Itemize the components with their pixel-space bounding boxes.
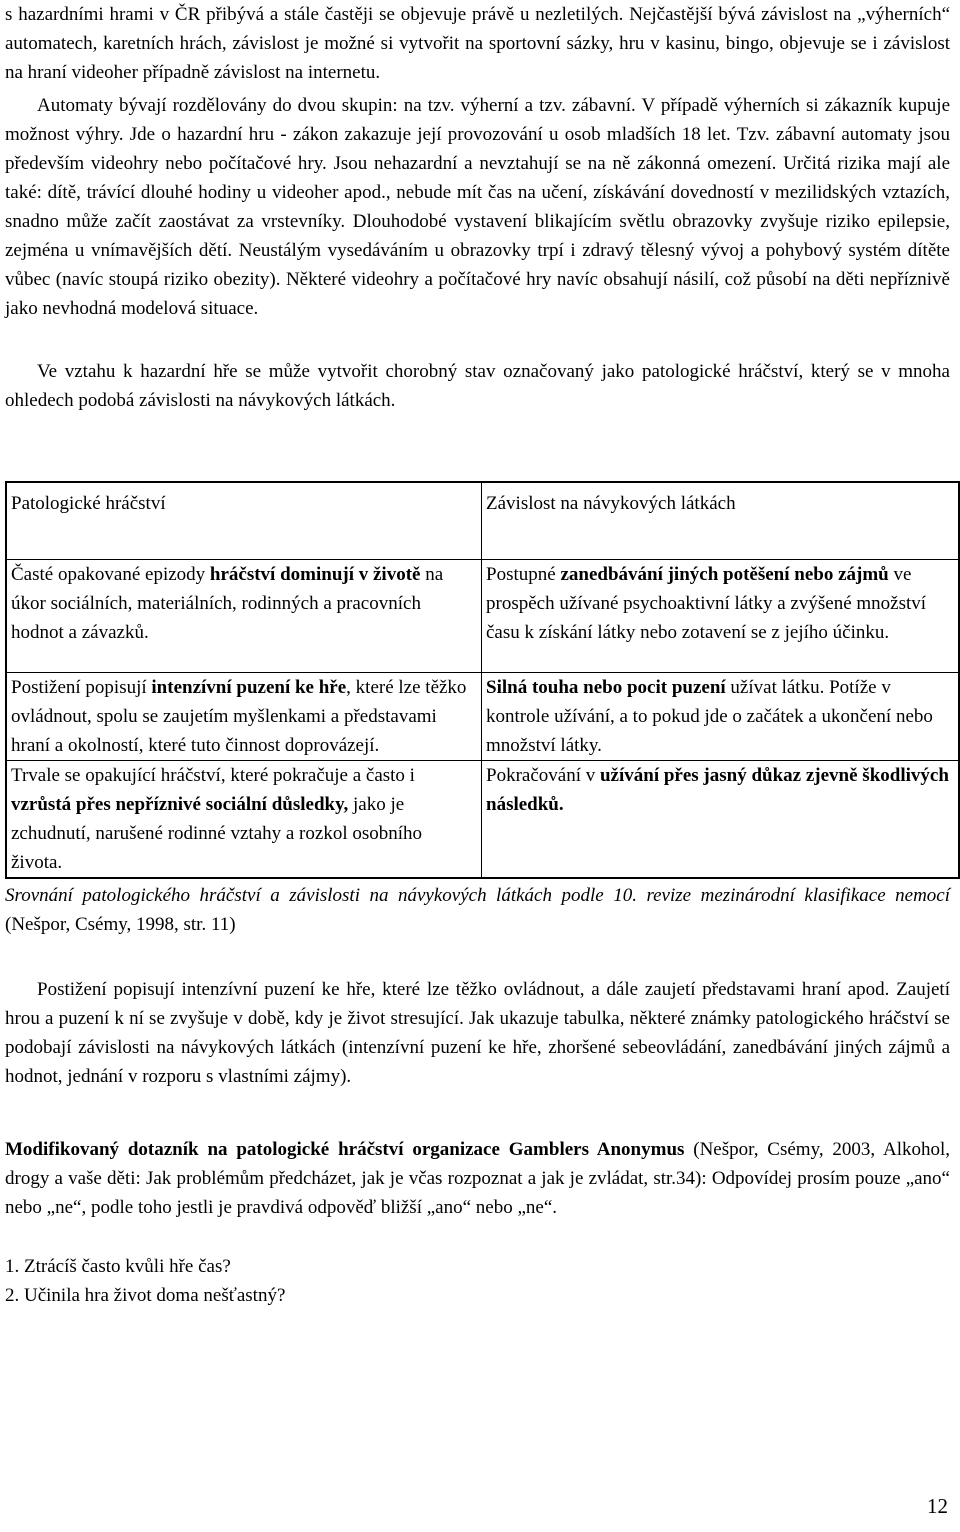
- table-cell-r2-left: [6, 673, 482, 761]
- cell-text: jako je zchudnutí, narušené rodinné vztahy a rozkol osobního života.: [11, 794, 423, 873]
- cell-text-bold: Silná touha nebo pocit puzení: [486, 677, 726, 698]
- table-cell-r3-left: [6, 761, 482, 879]
- cell-text: Pokračování v: [486, 765, 600, 786]
- paragraph-automaty: Automaty bývají rozdělovány do dvou skupin: na tzv. výherní a tzv. zábavní. V případě výherních si zákazník kupuje možnost výhry. Jde o hazardní hru - zákon zakazuje její provozování u osob mladších 18 let. Tzv. zábavní automaty jsou především videohry nebo počítačové hry. Jsou nehazardní a nevztahují se na ně zákonná omezení. Určitá rizika mají ale také: dítě, trávící dlouhé hodiny u videoher apod., nebude mít čas na učení, získávání dovedností v mezilidských vztazích, snadno může začít zaostávat za vrstevníky. Dlouhodobé vystavení blikajícím světlu obrazovky zvyšuje riziko epilepsie, zejména u vnímavějších dětí. Neustálým vysedáváním u obrazovky trpí i zdravý tělesný vývoj a pohybový systém dítěte vůbec (navíc stoupá riziko obezity). Některé videohry a počítačové hry navíc obsahují násilí, což působí na děti nepříznivě jako nevhodná modelová situace.: [5, 95, 950, 319]
- question-item: 2. Učinila hra život doma nešťastný?: [5, 1285, 286, 1306]
- paragraph-postizeni: Postižení popisují intenzívní puzení ke hře, které lze těžko ovládnout, a dále zaujetí představami hraní apod. Zaujetí hrou a puzení k ní se zvyšuje v době, kdy je život stresující. Jak ukazuje tabulka, některé známky patologického hráčství se podobají závislosti na návykových látkách (intenzívní puzení ke hře, zhoršené sebeovládání, zanedbávání jiných zájmů a hodnot, jednání v rozporu s vlastními zájmy).: [5, 979, 950, 1087]
- cell-text-bold: užívání přes jasný důkaz zjevně škodlivých následků.: [486, 765, 949, 815]
- cell-text: Postupné: [486, 564, 561, 585]
- questionnaire-instructions: (Nešpor, Csémy, 2003, Alkohol, drogy a vaše děti: Jak problémům předcházet, jak je včas rozpoznat a jak je zvládat, str.34): Odpovídej prosím pouze „ano“ nebo „ne“, podle toho jestli je pravdivá odpověď bližší „ano“ nebo „ne“.: [5, 1139, 951, 1218]
- question-list: [5, 1252, 950, 1310]
- cell-text-bold: vzrůstá přes nepříznivé sociální důsledky,: [11, 794, 349, 815]
- cell-text: Trvale se opakující hráčství, které pokračuje a často i: [11, 765, 415, 786]
- table-cell-r2-right: [482, 673, 960, 761]
- comparison-table: [5, 481, 960, 879]
- table-caption: [5, 881, 950, 939]
- caption-citation: (Nešpor, Csémy, 1998, str. 11): [5, 914, 236, 935]
- question-item: 1. Ztrácíš často kvůli hře čas?: [5, 1256, 231, 1277]
- cell-text: Časté opakované epizody: [11, 564, 210, 585]
- table-cell-r1-left: [6, 560, 482, 673]
- cell-text: Postižení popisují: [11, 677, 152, 698]
- table-cell-r3-right: [482, 761, 960, 879]
- cell-text: na úkor sociálních, materiálních, rodinných a pracovních hodnot a závazků.: [11, 564, 444, 643]
- paragraph-vztahu: Ve vztahu k hazardní hře se může vytvořit chorobný stav označovaný jako patologické hráčství, který se v mnoha ohledech podobá závislosti na návykových látkách.: [5, 361, 950, 411]
- table-header-left: Patologické hráčství: [6, 482, 482, 560]
- table-header-right: Závislost na návykových látkách: [486, 493, 736, 514]
- table-cell-r1-right: [482, 560, 960, 673]
- cell-text: , které lze těžko ovládnout, spolu se zaujetím myšlenkami a představami hraní a okolností, které tuto činnost doprovázejí.: [11, 677, 467, 756]
- questionnaire-title: Modifikovaný dotazník na patologické hráčství organizace Gamblers Anonymus: [5, 1139, 685, 1160]
- caption-italic: Srovnání patologického hráčství a závislosti na návykových látkách podle 10. revize mezinárodní klasifikace nemocí: [5, 885, 950, 906]
- document-page: [5, 0, 950, 1310]
- page-number: 12: [927, 1494, 948, 1518]
- paragraph-questionnaire-intro: [5, 1135, 950, 1222]
- cell-text-bold: hráčství dominují v životě: [209, 564, 421, 585]
- cell-text: užívat látku. Potíže v kontrole užívání, a to pokud jde o začátek a ukončení nebo množství látky.: [486, 677, 933, 756]
- cell-text-bold: zanedbávání jiných potěšení nebo zájmů: [560, 564, 889, 585]
- cell-text: ve prospěch užívané psychoaktivní látky a zvýšené množství času k získání látky nebo zotavení se z jejího účinku.: [486, 564, 927, 643]
- paragraph-intro: s hazardními hrami v ČR přibývá a stále častěji se objevuje právě u nezletilých. Nejčastější bývá závislost na „výherních“ automatech, karetních hrách, závislost je možné si vytvořit na sportovní sázky, hru v kasinu, bingo, objevuje se i závislost na hraní videoher případně závislost na internetu.: [5, 4, 950, 83]
- cell-text-bold: intenzívní puzení ke hře: [151, 677, 347, 698]
